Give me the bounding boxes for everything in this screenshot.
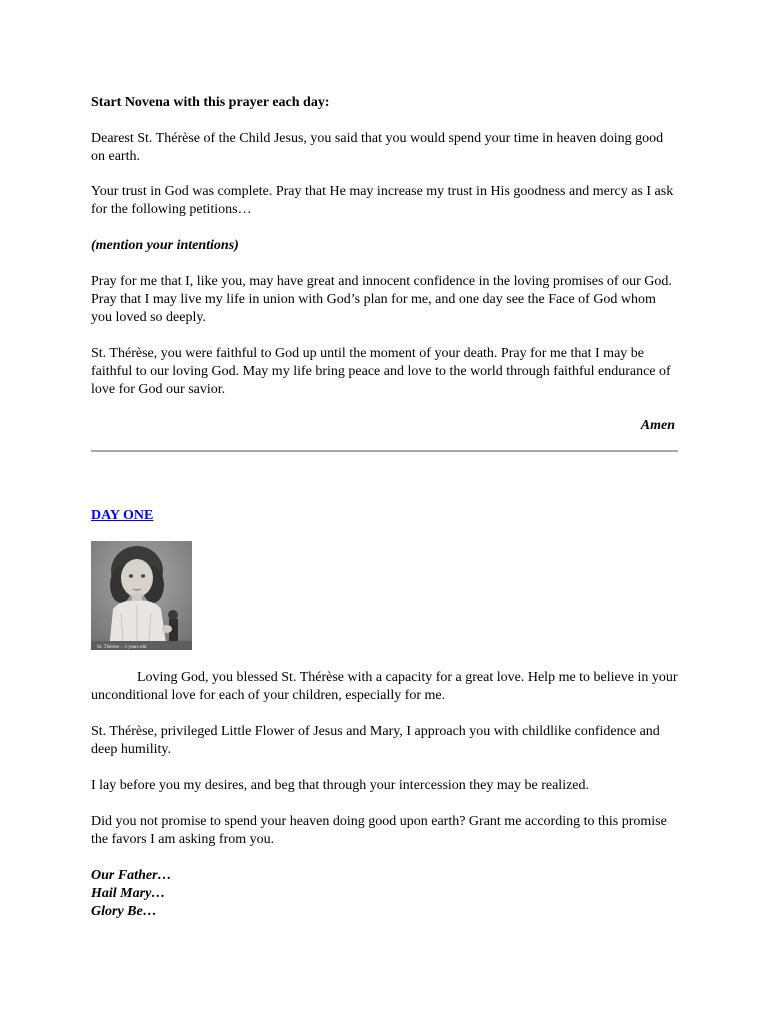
section-divider (91, 450, 678, 452)
intro-heading: Start Novena with this prayer each day: (91, 95, 330, 110)
day-one-paragraph-1: Loving God, you blessed St. Thérèse with a capacity for a great love. Help me to believe in your unconditional love for each of your children, especially for me. (91, 670, 678, 703)
intro-paragraph-1: Dearest St. Thérèse of the Child Jesus, you said that you would spend your time in heaven doing good on earth. (91, 131, 664, 164)
child-portrait-image (91, 541, 192, 650)
therese-child-photo (91, 541, 192, 650)
day-one-paragraph-2: St. Thérèse, privileged Little Flower of Jesus and Mary, I approach you with childlike confidence and deep humility. (91, 724, 660, 757)
closing-prayer-our-father: Our Father… (91, 868, 172, 883)
intro-paragraph-4: St. Thérèse, you were faithful to God up until the moment of your death. Pray for me that I may be faithful to our loving God. May my life bring peace and love to the world through faithful endurance of love for God our savior. (91, 346, 671, 397)
closing-prayer-hail-mary: Hail Mary… (91, 886, 166, 901)
amen-text: Amen (640, 418, 675, 433)
day-one-paragraph-4: Did you not promise to spend your heaven doing good upon earth? Grant me according to this promise the favors I am asking from you. (91, 814, 667, 847)
intro-paragraph-2: Your trust in God was complete. Pray that He may increase my trust in His goodness and mercy as I ask for the following petitions… (91, 184, 674, 217)
day-one-link[interactable]: DAY ONE (91, 508, 154, 523)
closing-prayers (91, 867, 172, 921)
intentions-note: (mention your intentions) (91, 238, 239, 253)
intro-paragraph-3: Pray for me that I, like you, may have great and innocent confidence in the loving promises of our God. Pray that I may live my life in union with God’s plan for me, and one day see the Face of God whom you loved so deeply. (91, 274, 672, 325)
photo-caption: St. Thérèse – 3 years old (97, 645, 147, 650)
day-one-paragraph-3: I lay before you my desires, and beg that through your intercession they may be realized. (91, 778, 590, 793)
closing-prayer-glory-be: Glory Be… (91, 904, 157, 919)
